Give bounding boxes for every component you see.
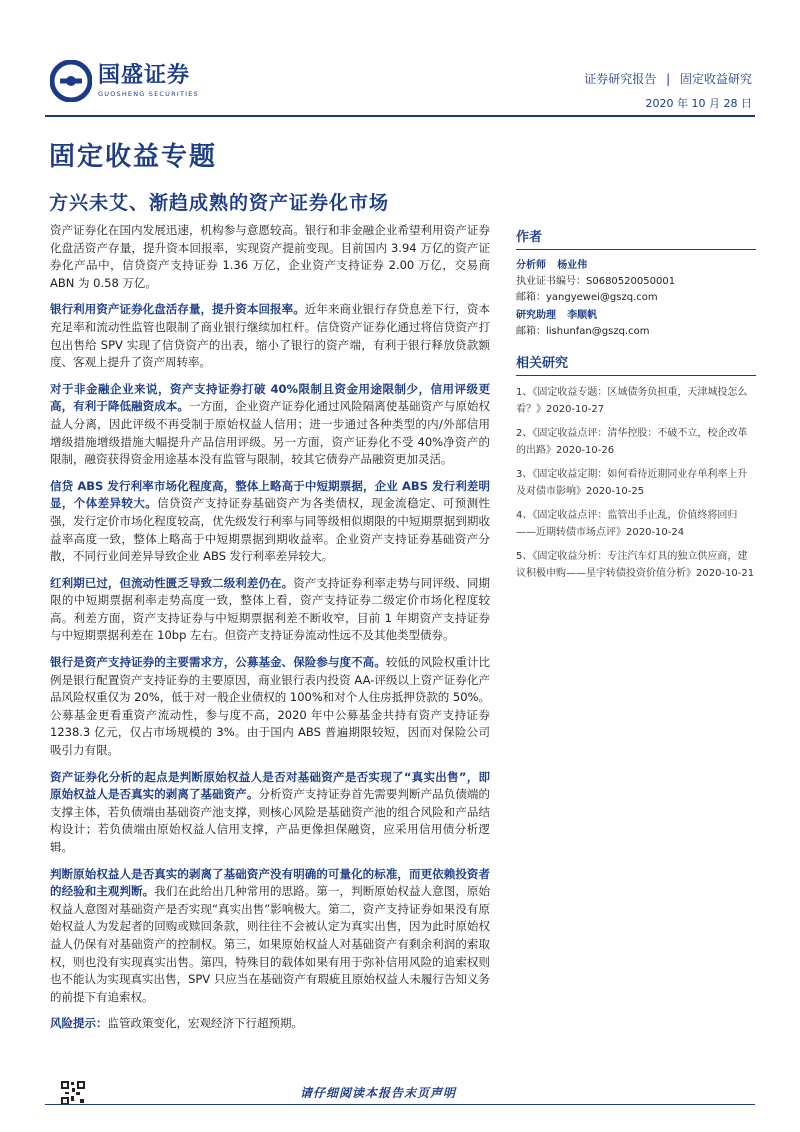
report-body [50,222,490,1042]
related-research-item[interactable]: 3、《固定收益定期：如何看待近期同业存单利率上升及对债市影响》2020-10-25 [516,469,748,497]
header-separator: | [666,72,671,86]
paragraph: 银行是资产支持证券的主要需求方，公募基金、保险参与度不高。较低的风险权重计比例是银行配置资产支持证券的主要原因，商业银行表内投资 AA-评级以上资产证券化产品风险权重仅为 20%，低于对一般企业债权的 100%和对个人住房抵押贷款的 50%。公募基金更看重资产流动性，参与度不高，2020 年中公募基金共持有资产支持证券 1238.3 亿元，仅占市场规模的 3%。由于国内 ABS 普遍期限较短，因而对保险公司吸引力有限。 [50,655,491,758]
related-research-list [516,384,756,582]
paragraph: 银行利用资产证券化盘活存量，提升资本回报率。近年来商业银行存贷息差下行，资本充足率和流动性监管也限制了商业银行继续加杠杆。信贷资产证券化通过将信贷资产打包出售给 SPV 实现了信贷资产的出表，缩小了银行的资产端，有利于银行释放贷款额度、客观上提升了资产周转率。 [50,302,490,370]
analyst-line [516,258,756,274]
paragraph: 红利期已过，但流动性匮乏导致二级利差仍在。资产支持证券利率走势与同评级、同期限的中短期票据利率走势高度一致，整体上看，资产支持证券二级定价市场化程度较高。利差方面，资产支持证券与中短期票据利差不断收窄，目前 1 年期资产支持证券与中短期票据利差在 10bp 左右。但资产支持证券流动性远不及其他类型债券。 [50,575,490,643]
report-date: 2020 年 10 月 28 日 [645,97,752,110]
footer-disclaimer: 请仔细阅读本报告末页声明 [300,1086,457,1100]
qr-code-icon [60,1080,86,1106]
report-type: 证券研究报告 [584,72,657,86]
page-title: 固定收益专题 [49,142,218,172]
logo-en-text: GUOSHENG SECURITIES [98,90,199,98]
analyst-role: 分析师 [516,260,546,271]
header-divider [45,115,755,117]
assistant-role: 研究助理 [516,310,556,321]
assistant-name: 李顺帆 [567,310,598,321]
paragraph: 信贷 ABS 发行利率市场化程度高，整体上略高于中短期票据，企业 ABS 发行利差明显，个体差异较大。信贷资产支持证券基础资产为各类债权，现金流稳定、可预测性强，发行定价市场化程度较高，优先级发行利率与同等级相似期限的中短期票据到期收益率高度一致，整体上略高于中短期票据到期收益率。企业资产支持证券基础资产分散，不同行业间差异导致企业 ABS 发行利率差异较大。 [50,478,490,564]
paragraph: 资产证券化在国内发展迅速，机构参与意愿较高。银行和非金融企业希望利用资产证券化盘活资产存量，提升资本回报率，实现资产提前变现。目前国内 3.94 万亿的资产证券化产品中，信贷资产支持证券 1.36 万亿，企业资产支持证券 2.00 万亿，交易商 ABN 为 0.58 万亿。 [50,223,490,290]
paragraph: 对于非金融企业来说，资产支持证券打破 40%限制且资金用途限制少，信用评级更高，有利于降低融资成本。一方面，企业资产证券化通过风险隔离使基础资产与原始权益人分离，因此评级不再受制于原始权益人信用；进一步通过各种类型的内/外部信用增级措施增级措施大幅提升产品信用评级。另一方面，资产证券化不受 40%净资产的限制，融资获得资金用途基本没有监管与限制，较其它债券产品融资更加灵活。 [50,381,491,467]
company-logo [50,58,240,104]
paragraph: 资产证券化分析的起点是判断原始权益人是否对基础资产是否实现了“真实出售”，即原始权益人是否真实的剥离了基础资产。分析资产支持证券首先需要判断产品负债端的支撑主体，若负债端由基础资产池支撑，则核心风险是基础资产池的组合风险和产品结构设计；若负债端由原始权益人信用支撑，产品更像担保融资，应采用信用债分析逻辑。 [50,769,491,854]
report-category-line [584,70,752,87]
footer-divider [45,1104,755,1105]
paragraph: 判断原始权益人是否真实的剥离了基础资产没有明确的可量化的标准，而更依赖投资者的经验和主观判断。我们在此给出几种常用的思路。第一，判断原始权益人意图，原始权益人意图对基础资产是否实现“真实出售”影响极大。第二，资产支持证券如果没有原始权益人为发起者的回购或赎回条款，则往往不会被认定为真实出售，因为此时原始权益人仍保有对基础资产的控制权。第三，如果原始权益人对基础资产有剩余利润的索取权，则也没有实现真实出售。第四，特殊目的载体如果有用于弥补信用风险的追索权则也不能认为实现真实出售，SPV 只应当在基础资产有瑕疵且原始权益人未履行告知义务的前提下有追索权。 [50,866,491,1004]
analyst-cert: 执业证书编号：S0680520050001 [516,276,676,287]
logo-cn-text: 国盛证券 [98,63,191,88]
related-research-item[interactable]: 5、《固定收益分析：专注汽车灯具的独立供应商，建议积极申购——星宇转债投资价值分析》2020-10-21 [516,551,755,579]
assistant-line [516,308,756,324]
related-research-item[interactable]: 1、《固定收益专题：区域债务负担重，天津城投怎么看？》2020-10-27 [516,387,748,415]
guosheng-logo-icon [50,60,92,102]
sidebar [516,226,756,589]
report-category: 固定收益研究 [679,72,752,86]
risk-warning: 风险提示：监管政策变化，宏观经济下行超预期。 [50,1016,303,1031]
related-research-heading: 相关研究 [516,352,756,376]
author-heading: 作者 [516,226,756,250]
assistant-email[interactable]: 邮箱：lishunfan@gszq.com [516,326,650,337]
analyst-email[interactable]: 邮箱：yangyewei@gszq.com [516,292,658,303]
related-research-item[interactable]: 4、《固定收益点评：监管出手止乱，价值终将回归——近期转债市场点评》2020-10-24 [516,510,738,538]
page-subtitle: 方兴未艾、渐趋成熟的资产证券化市场 [49,192,390,214]
analyst-name: 杨业伟 [557,260,588,271]
related-research-item[interactable]: 2、《固定收益点评：清华控股：不破不立，校企改革的出路》2020-10-26 [516,428,748,456]
